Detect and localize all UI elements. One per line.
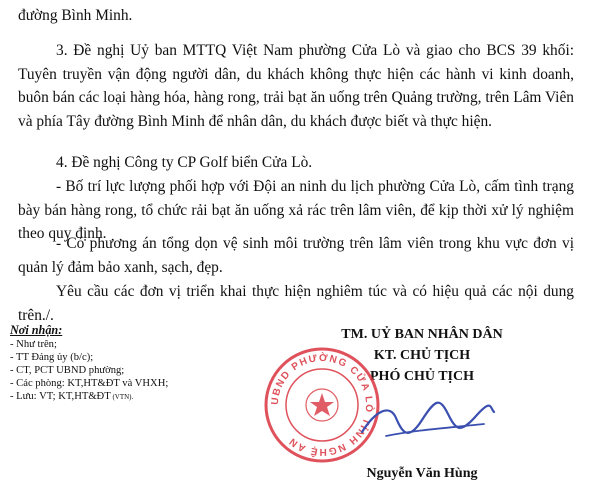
handwritten-signature-icon: [356, 390, 496, 450]
archive-suffix: (VTN).: [110, 393, 134, 401]
bullet-cleanup-plan: - Có phương án tổng dọn vệ sinh môi trường trên lâm viên trong khu vực đơn vị quản lý đảm bảo xanh, sạch, đẹp.: [18, 235, 574, 276]
seal-text: UBND PHƯỜNG CỬA LÒ TỈNH NGHỆ AN: [269, 352, 375, 458]
recipient-item-archive: [10, 390, 240, 404]
recipients-heading: Nơi nhận:: [10, 323, 63, 337]
recipient-item: - TT Đảng ủy (b/c);: [10, 352, 94, 363]
archive-label: - Lưu: VT; KT,HT&ĐT: [10, 391, 111, 402]
signature-title-2: KT. CHỦ TỊCH: [373, 348, 471, 363]
signature-title-3: PHÓ CHỦ TỊCH: [370, 369, 474, 384]
signature-title-1: TM. UỶ BAN NHÂN DÂN: [341, 327, 503, 342]
recipient-item: - Như trên;: [10, 339, 57, 350]
recipient-item: - CT, PCT UBND phường;: [10, 365, 125, 376]
paragraph-item-4: 4. Đề nghị Công ty CP Golf biển Cửa Lò.: [56, 154, 313, 171]
bullet-arrange-forces: - Bố trí lực lượng phối hợp với Đội an ninh du lịch phường Cửa Lò, cấm tình trạng bày bán hàng rong, tổ chức rải bạt ăn uống xả rác trên lâm viên, để kịp thời xử lý nghiệm theo quy định.: [18, 178, 574, 243]
paragraph-continuation: đường Bình Minh.: [18, 7, 133, 24]
paragraph-item-3: 3. Đề nghị Uỷ ban MTTQ Việt Nam phường Cửa Lò và giao cho BCS 39 khối: Tuyên truyền vận động người dân, du khách không thực hiện các hành vi kinh doanh, buôn bán các loại hàng hóa, hàng rong, trải bạt ăn uống trên Quảng trường, trên Lâm Viên và phía Tây đường Bình Minh để nhân dân, du khách được biết và thực hiện.: [18, 42, 574, 130]
signer-name: Nguyễn Văn Hùng: [366, 466, 478, 481]
paragraph-request: Yêu cầu các đơn vị triển khai thực hiện nghiêm túc và có hiệu quả các nội dung trên./.: [18, 283, 574, 324]
recipient-item: - Các phòng: KT,HT&ĐT và VHXH;: [10, 378, 169, 389]
recipients-block: [10, 324, 240, 404]
